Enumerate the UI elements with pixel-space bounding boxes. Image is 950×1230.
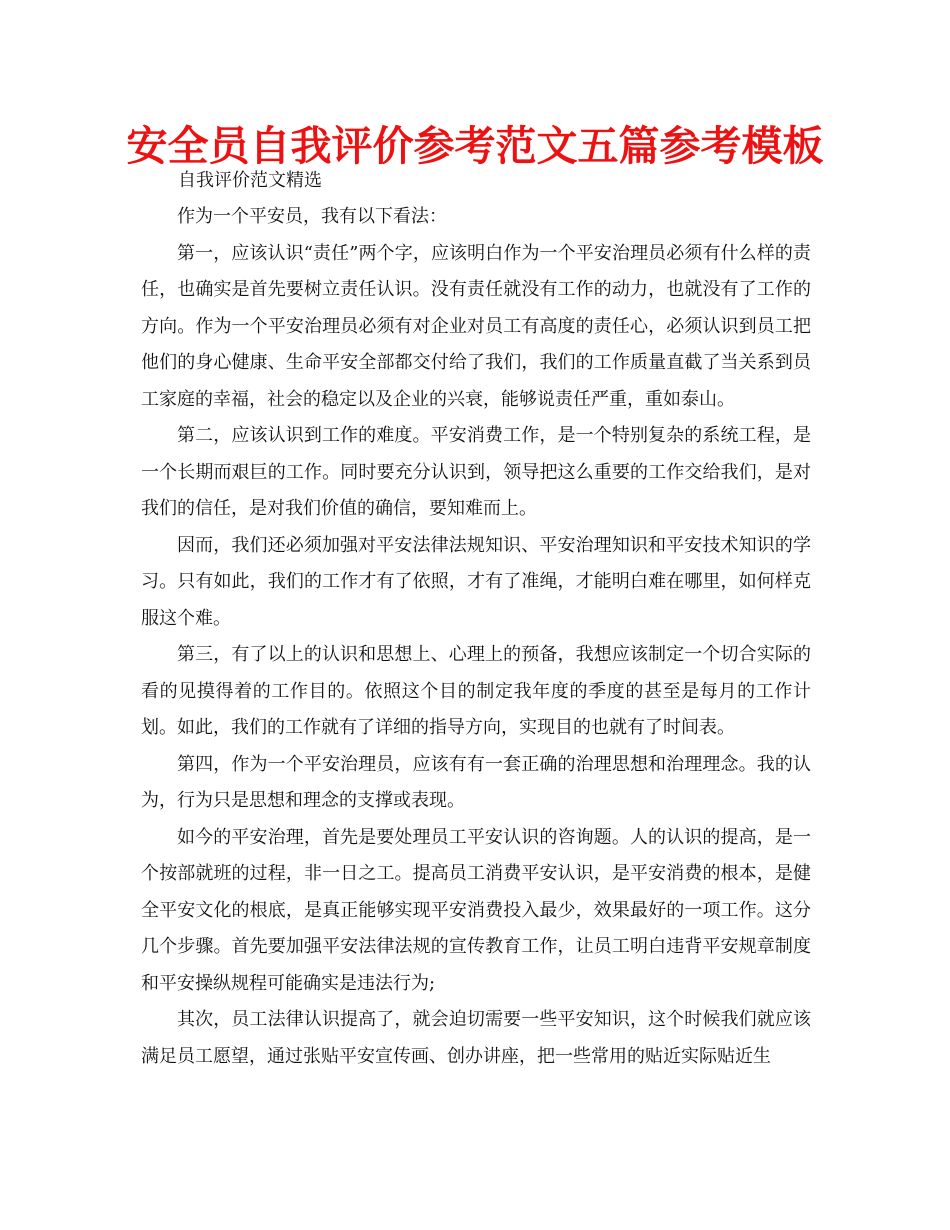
document-title: 安全员自我评价参考范文五篇参考模板 bbox=[126, 122, 824, 170]
document-body bbox=[141, 199, 811, 1075]
paragraph: 如今的平安治理，首先是要处理员工平安认识的咨询题。人的认识的提高，是一个按部就班的过程，非一日之工。提高员工消费平安认识，是平安消费的根本，是健全平安文化的根底，是真正能够实现平安消费投入最少，效果最好的一项工作。这分几个步骤。首先要加强平安法律法规的宣传教育工作，让员工明白违背平安规章制度和平安操纵规程可能确实是违法行为; bbox=[141, 826, 811, 994]
document-subtitle: 自我评价范文精选 bbox=[178, 170, 322, 191]
paragraph: 作为一个平安员，我有以下看法： bbox=[177, 206, 447, 227]
paragraph: 第一，应该认识“责任”两个字，应该明白作为一个平安治理员必须有什么样的责任，也确实是首先要树立责任认识。没有责任就没有工作的动力，也就没有了工作的方向。作为一个平安治理员必须有对企业对员工有高度的责任心，必须认识到员工把他们的身心健康、生命平安全部都交付给了我们，我们的工作质量直截了当关系到员工家庭的幸福，社会的稳定以及企业的兴衰，能够说责任严重，重如泰山。 bbox=[141, 242, 811, 410]
paragraph: 第三，有了以上的认识和思想上、心理上的预备，我想应该制定一个切合实际的看的见摸得着的工作目的。依照这个目的制定我年度的季度的甚至是每月的工作计划。如此，我们的工作就有了详细的指导方向，实现目的也就有了时间表。 bbox=[141, 644, 811, 738]
paragraph: 其次，员工法律认识提高了，就会迫切需要一些平安知识，这个时候我们就应该满足员工愿望，通过张贴平安宣传画、创办讲座，把一些常用的贴近实际贴近生 bbox=[141, 1009, 811, 1067]
paragraph: 第四，作为一个平安治理员，应该有有一套正确的治理思想和治理理念。我的认为，行为只是思想和理念的支撑或表现。 bbox=[141, 753, 811, 811]
paragraph: 因而，我们还必须加强对平安法律法规知识、平安治理知识和平安技术知识的学习。只有如此，我们的工作才有了依照，才有了准绳，才能明白难在哪里，如何样克服这个难。 bbox=[141, 534, 811, 629]
paragraph: 第二，应该认识到工作的难度。平安消费工作，是一个特别复杂的系统工程，是一个长期而艰巨的工作。同时要充分认识到，领导把这么重要的工作交给我们，是对我们的信任，是对我们价值的确信，要知难而上。 bbox=[141, 425, 811, 519]
